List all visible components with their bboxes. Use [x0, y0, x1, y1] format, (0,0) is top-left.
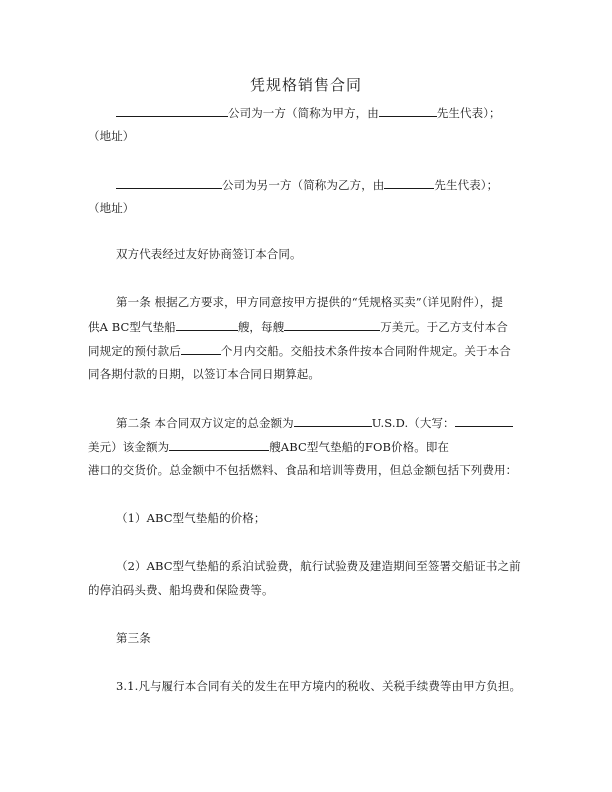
- blank-field[interactable]: [284, 318, 380, 331]
- party-b-text: 公司为另一方（简称为乙方，由: [222, 178, 385, 192]
- party-b-address: （地址）: [88, 201, 135, 215]
- blank-field[interactable]: [169, 438, 269, 451]
- article-2-line-2: 美元）该金额为 艘ABC型气垫船的FOB价格。即在: [88, 440, 450, 454]
- party-a-text: 公司为一方（简称为甲方，由: [228, 106, 379, 120]
- article-1-line-1: 第一条 根据乙方要求，甲方同意按甲方提供的“凭规格买卖”（详见附件），提: [116, 295, 504, 309]
- blank-field[interactable]: [176, 318, 238, 331]
- party-b-text-end: 先生代表）；: [434, 178, 499, 192]
- article-2-line-1: 第二条 本合同双方议定的总金额为 U.S.D.（大写：: [116, 414, 513, 431]
- blank-field[interactable]: [384, 176, 434, 189]
- blank-field[interactable]: [294, 414, 372, 427]
- blank-field[interactable]: [116, 104, 228, 117]
- article-2-line-3: 港口的交货价。总金额中不包括燃料、食品和培训等费用，但总金额包括下列费用：: [88, 463, 518, 477]
- blank-field[interactable]: [455, 414, 513, 427]
- party-b-line: [116, 176, 498, 193]
- party-a-line: [116, 104, 501, 121]
- party-a-text-end: 先生代表）；: [436, 106, 501, 120]
- document-title: 凭规格销售合同: [249, 76, 362, 94]
- blank-field[interactable]: [116, 176, 222, 189]
- item-2-line-1: （2）ABC型气垫船的系泊试验费，航行试验费及建造期间至签署交船证书之前: [116, 559, 521, 573]
- article-1-line-4: 同各期付款的日期，以签订本合同日期算起。: [88, 367, 320, 381]
- article-3-heading: 第三条: [116, 631, 151, 645]
- party-a-address: （地址）: [88, 129, 135, 143]
- blank-field[interactable]: [181, 342, 221, 355]
- blank-field[interactable]: [379, 104, 437, 117]
- article-3-paragraph-1: 3.1.凡与履行本合同有关的发生在甲方境内的税收、关税手续费等由甲方负担。: [116, 679, 522, 693]
- article-1-line-2: 供A BC型气垫船 艘，每艘 万美元。于乙方支付本合: [88, 320, 508, 334]
- item-2-line-2: 的停泊码头费、船坞费和保险费等。: [88, 583, 274, 597]
- article-1-line-3: 同规定的预付款后 个月内交船。交船技术条件按本合同附件规定。关于本合: [88, 344, 511, 358]
- intro-paragraph: 双方代表经过友好协商签订本合同。: [116, 247, 302, 261]
- item-1: （1）ABC型气垫船的价格；: [116, 511, 266, 525]
